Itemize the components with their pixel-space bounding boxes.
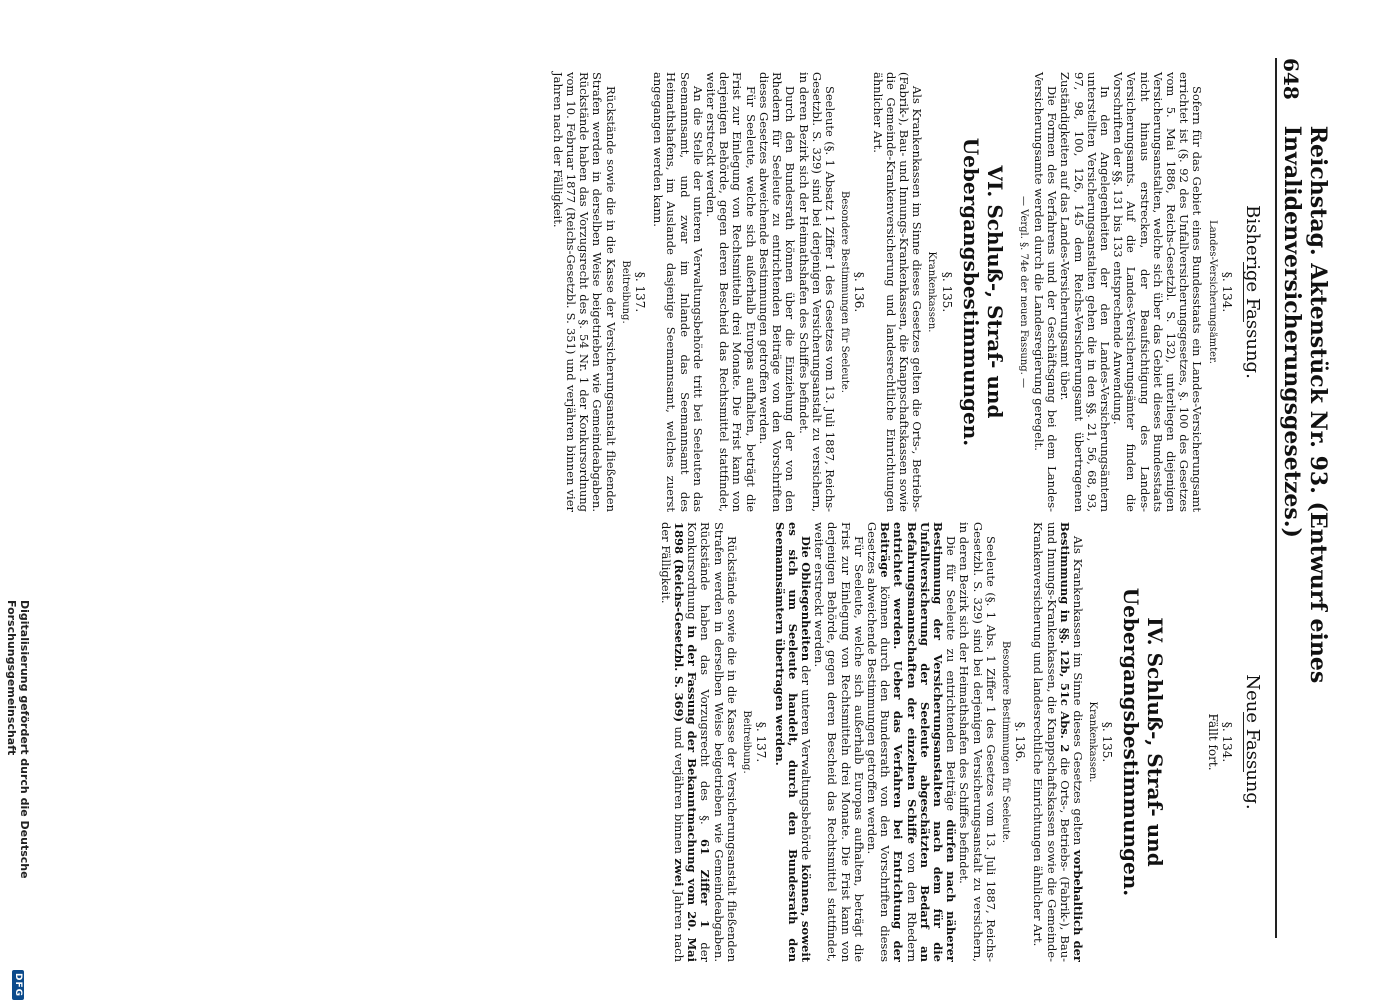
amended-text: vorbehaltlich der Bestimmung in §§. 12b, 51c Abs. 2 [1057,522,1085,962]
paragraph-number: §. 137. [754,721,769,763]
paragraph-text: Als Krankenkassen im Sinne dieses Gesetzes gelten die Orts-, Betriebs- (Fabrik-), Bau- und Innungs-Krankenkassen, die Knappschaftskassen sowie die Gemeinde-Krankenversicherung und landesrechtliche Einrichtungen ähnlicher Art. [870,72,925,512]
paragraph-number: §. 135. [1100,721,1115,763]
cross-reference-note: — Vergl. §. 74e der neuen Fassung. — [1017,195,1029,389]
paragraph-number: §. 135. [939,271,954,313]
paragraph-number: §. 136. [852,271,867,313]
text-run: der unteren Verwaltungsbehörde [798,661,813,865]
paragraph-subtitle: Beitreibung. [619,260,631,324]
paragraph-subtitle: Besondere Bestimmungen für Seeleute. [839,191,851,393]
paragraph-number: §. 134. [1219,271,1234,313]
page-number: 648 [1279,58,1303,100]
paragraph-text: Durch den Bundesrath können über die Einziehung der von den Rhedern für Seeleute zu entrichtenden Beiträge von den Vorschriften dieses Gesetzes abweichende Bestimmungen getroffen werden. [756,72,798,512]
spacer [1177,522,1203,962]
paragraph-subtitle: Krankenkassen. [926,251,938,333]
paragraph-text: Sofern für das Gebiet eines Bundesstaats ein Landes-Versicherungsamt errichtet ist (§. 92 des Unfallversicherungsgesetzes, §. 100 des Gesetzes vom 5. Mai 1886, Reichs-Gesetzbl. S. 132), unterliegen diejenigen Versicherungsanstalten, welche sich über das Gebiet dieses Bundesstaats nicht hinaus erstrecken, der Beaufsichtigung des Landes-Versicherungsamts. Auf die Landes-Versicherungsämter finden die Vorschriften der §§. 131 bis 133 entsprechende Anwendung. [1111,72,1205,512]
paragraph-text: Seeleute (§. 1 Abs. 1 Ziffer 1 des Gesetzes vom 13. Juli 1887, Reichs-Gesetzbl. S. 329) sind bei derjenigen Versicherungsanstalt zu versichern, in deren Bezirk sich der Heimathshafen des Schiffes befindet. [957,522,998,962]
text-run: Jahren nach der Fälligkeit. [658,522,687,963]
paragraph-text [865,522,957,962]
paragraph-subtitle: Beitreibung. [741,710,753,774]
paragraph-text [772,522,812,962]
amended-text: entrichtet werden. Ueber das Verfahren bei Entrichtung der Beiträge [878,522,906,962]
column-new-version [659,522,1265,962]
paragraph-text [659,522,738,962]
page-header [1275,58,1331,938]
paragraph-text: Fällt fort. [1205,713,1220,771]
paragraph-number: §. 134. [1219,721,1234,763]
column-previous-version [551,72,1265,512]
paragraph-subtitle: Krankenkassen. [1087,701,1099,783]
page-header-title: Reichstag. Aktenstück Nr. 93. (Entwurf eines Invalidenversicherungsgesetzes.) [1279,125,1331,684]
amended-text: dürfen nach näherer Bestimmung der Versicherungsanstalten nach dem für die Unfallversicherung der Seeleute abgeschätzten Bedarf an Befahrungsmannschaften der einzelnen Schiffe [904,522,959,962]
paragraph-text: Rückstände sowie die in die Kasse der Versicherungsanstalt fließenden Strafen werden in derselben Weise beigetrieben wie Gemeindeabgaben. Rückstände haben das Vorzugsrecht des §. 54 Nr. 1 der Konkursordnung vom 10. Februar 1877 (Reichs-Gesetzbl. S. 351) und verjähren binnen vier Jahren nach der Fälligkeit. [550,72,618,512]
paragraph-text: In den Angelegenheiten der den Landes-Versicherungsämtern unterstellten Versicherungsanstalten gehen die in den §§. 21, 56, 68, 93, 97, 98, 100, 126, 145 dem Reichs-Versicherungsamt übertragenen Zuständigkeiten auf das Landes-Versicherungsamt über. [1058,72,1112,512]
amended-text: zwei [672,858,687,887]
paragraph-subtitle: Landes-Versicherungsämter. [1206,220,1218,364]
paragraph-text [1031,522,1084,962]
amended-text: Die Obliegenheiten [798,536,813,662]
text-run: der Konkursordnung [685,522,713,962]
text-run: Die für Seeleute zu entrichtenden Beiträge [944,536,959,820]
text-run: und verjähren binnen [672,722,687,859]
digitization-credit [5,600,31,1000]
dfg-logo: DFG [12,970,24,1000]
paragraph-text: An die Stelle der unteren Verwaltungsbehörde tritt bei Seeleuten das Seemannsamt, und zwar im Inlande das Seemannsamt des Heimathshafens, im Auslande dasjenige Seemannsamt, welches zuerst angegangen werden kann. [651,72,705,512]
text-run: Rückstände sowie die in die Kasse der Versicherungsanstalt fließenden Strafen werden in derselben Weise beigetrieben wie Gemeindeabgaben. Rückstände haben das Vorzugsrecht des §. [698,522,739,962]
text-run: können durch den Bundesrath von den Vorschriften dieses Gesetzes abweichende Bestimmungen getroffen werden. [864,522,893,962]
paragraph-text: Für Seeleute, welche sich außerhalb Europas aufhalten, beträgt die Frist zur Einlegung von Rechtsmitteln drei Monate. Die Frist kann von derjenigen Behörde, gegen deren Bescheid das Rechtsmittel stattfindet, weiter erstreckt werden. [704,72,758,512]
column-heading: Bisherige Fassung. [1242,205,1263,379]
amended-text: in der Fassung der Bekanntmachung vom 20. Mai 1898 (Reichs-Gesetzbl. S. 369) [672,522,700,962]
paragraph-number: §. 137. [633,271,648,313]
paragraph-text: Für Seeleute, welche sich außerhalb Europas aufhalten, beträgt die Frist zur Einlegung von Rechtsmitteln drei Monate. Die Frist kann von derjenigen Behörde, gegen deren Bescheid das Rechtsmittel stattfindet, weiter erstreckt werden. [812,522,866,962]
text-run: von den Rhedern [904,843,919,962]
paragraph-text: Seeleute (§. 1 Absatz 1 Ziffer 1 des Gesetzes vom 13. Juli 1887, Reichs-Gesetzbl. S. 329) sind bei derjenigen Versicherungsanstalt zu versichern, in deren Bezirk sich der Heimathshafen des Schiffes befindet. [796,72,837,512]
amended-text: 61 Ziffer 1 [698,839,713,928]
digitization-credit-text: Digitalisierung gefördert durch die Deutsche Forschungsgemeinschaft [5,600,31,879]
column-heading: Neue Fassung. [1242,674,1263,810]
section-heading: IV. Schluß-, Straf- und Uebergangsbestimmungen. [1119,587,1168,897]
paragraph-text: Die Formen des Verfahrens und der Geschäftsgang bei dem Landes-Versicherungsamte werden durch die Landesregierung geregelt. [1031,72,1060,512]
amended-text: können, soweit es sich um Seeleute handelt, durch den Bundesrath den Seemannsämtern übertragen werden. [772,522,813,963]
section-heading: VI. Schluß-, Straf- und Uebergangsbestimmungen. [958,137,1007,447]
text-run: die Orts-, Betriebs- (Fabrik-), Bau- und Innungs-Krankenkassen, die Knappschaftskassen sowie die Gemeinde-Krankenversicherung und landesrechtliche Einrichtungen ähnlicher Art. [1031,522,1072,963]
paragraph-subtitle: Besondere Bestimmungen für Seeleute. [999,641,1011,843]
text-run: Als Krankenkassen im Sinne dieses Gesetzes gelten [1070,536,1085,851]
paragraph-number: §. 136. [1013,721,1028,763]
